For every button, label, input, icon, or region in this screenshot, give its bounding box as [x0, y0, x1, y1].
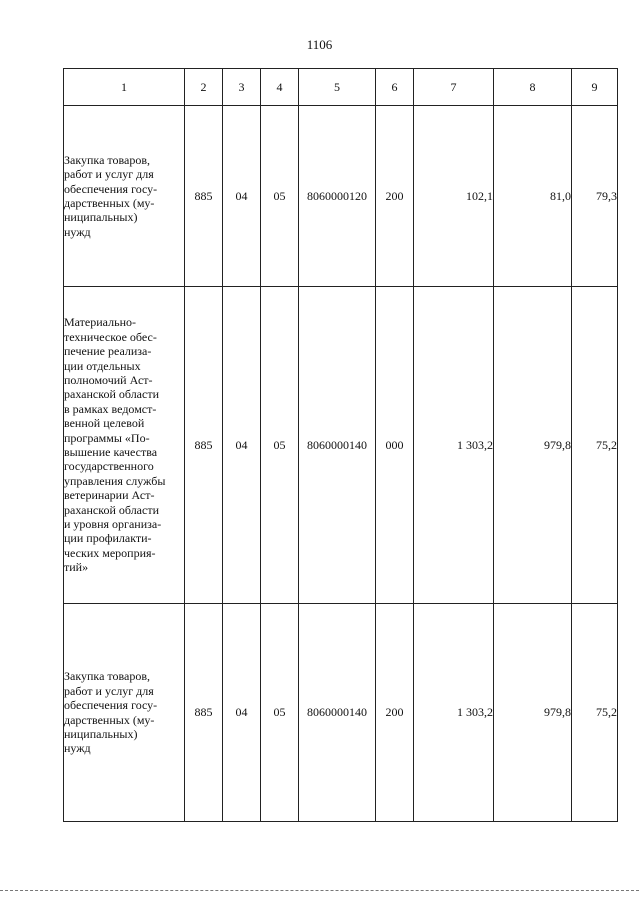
col-header-4: 4 [261, 69, 299, 106]
cell-col-9: 75,2 [572, 287, 618, 604]
col-header-9: 9 [572, 69, 618, 106]
row-name: Закупка товаров, работ и услуг для обеспечения госу- дарственных (му- ниципальных) нужд [64, 106, 185, 287]
cell-col-4: 05 [261, 287, 299, 604]
cell-col-7: 1 303,2 [414, 604, 494, 822]
bottom-divider [0, 890, 639, 891]
col-header-2: 2 [185, 69, 223, 106]
cell-col-6: 000 [376, 287, 414, 604]
table-row [64, 287, 618, 604]
cell-col-2: 885 [185, 106, 223, 287]
cell-col-8: 81,0 [494, 106, 572, 287]
col-header-3: 3 [223, 69, 261, 106]
cell-col-3: 04 [223, 106, 261, 287]
table-row [64, 106, 618, 287]
cell-col-6: 200 [376, 604, 414, 822]
col-header-1: 1 [64, 69, 185, 106]
cell-col-3: 04 [223, 604, 261, 822]
header-row [64, 69, 618, 106]
cell-col-8: 979,8 [494, 287, 572, 604]
table-row [64, 604, 618, 822]
cell-col-2: 885 [185, 604, 223, 822]
cell-col-5: 8060000140 [299, 604, 376, 822]
cell-col-4: 05 [261, 604, 299, 822]
cell-col-2: 885 [185, 287, 223, 604]
cell-col-7: 1 303,2 [414, 287, 494, 604]
row-name: Закупка товаров, работ и услуг для обеспечения госу- дарственных (му- ниципальных) нужд [64, 604, 185, 822]
cell-col-7: 102,1 [414, 106, 494, 287]
cell-col-9: 75,2 [572, 604, 618, 822]
col-header-8: 8 [494, 69, 572, 106]
cell-col-6: 200 [376, 106, 414, 287]
page-number: 1106 [306, 37, 333, 52]
cell-col-4: 05 [261, 106, 299, 287]
col-header-6: 6 [376, 69, 414, 106]
cell-col-9: 79,3 [572, 106, 618, 287]
col-header-7: 7 [414, 69, 494, 106]
col-header-5: 5 [299, 69, 376, 106]
row-name: Материально- техническое обес- печение реализа- ции отдельных полномочий Аст- раханской области в рамках ведомст- венной целевой программы «По- вышение качества государственного управления службы ветеринарии Аст- раханской области и уровня организа- ции профилакти- ческих мероприя- тий» [64, 287, 185, 604]
cell-col-3: 04 [223, 287, 261, 604]
cell-col-5: 8060000140 [299, 287, 376, 604]
cell-col-5: 8060000120 [299, 106, 376, 287]
cell-col-8: 979,8 [494, 604, 572, 822]
budget-table [63, 68, 618, 822]
